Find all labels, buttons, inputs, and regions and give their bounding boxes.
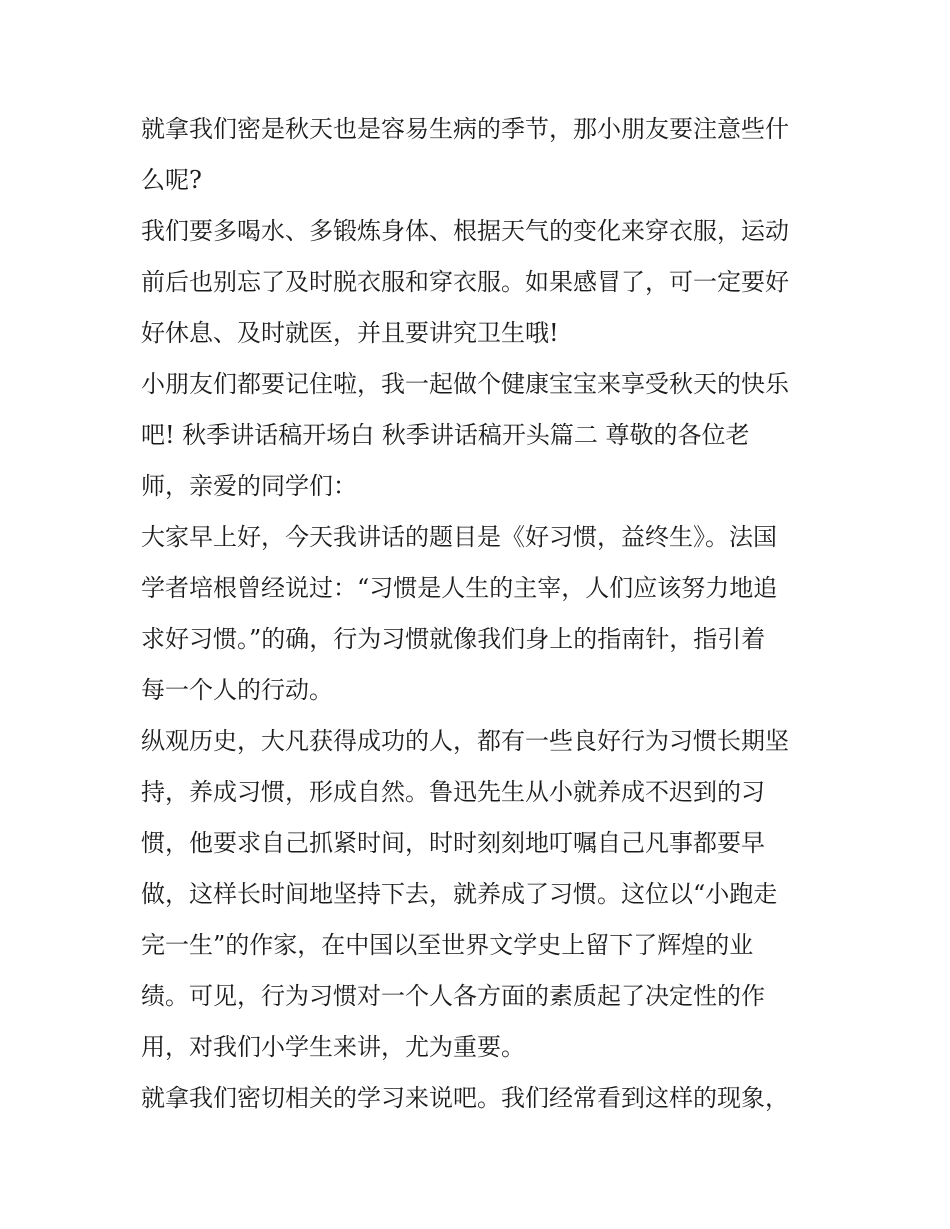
text-line: 学者培根曾经说过：“习惯是人生的主宰，人们应该努力地追	[141, 574, 778, 602]
text-line: 持，养成习惯，形成自然。鲁迅先生从小就养成不迟到的习	[141, 778, 765, 806]
text-line: 就拿我们密切相关的学习来说吧。我们经常看到这样的现象，	[141, 1084, 789, 1112]
text-line: 吧! 秋季讲话稿开场白 秋季讲话稿开头篇二 尊敬的各位老	[141, 421, 750, 449]
text-line: 师，亲爱的同学们：	[141, 472, 357, 500]
text-line: 完一生”的作家，在中国以至世界文学史上留下了辉煌的业	[141, 931, 754, 959]
text-line: 前后也别忘了及时脱衣服和穿衣服。如果感冒了，可一定要好	[141, 268, 789, 296]
text-line: 好休息、及时就医，并且要讲究卫生哦!	[141, 319, 559, 347]
text-line: 纵观历史，大凡获得成功的人，都有一些良好行为习惯长期坚	[141, 727, 789, 755]
text-line: 就拿我们密是秋天也是容易生病的季节，那小朋友要注意些什	[141, 115, 789, 143]
text-line: 么呢?	[141, 166, 202, 194]
text-line: 绩。可见，行为习惯对一个人各方面的素质起了决定性的作	[141, 982, 765, 1010]
text-line: 每一个人的行动。	[141, 676, 333, 704]
body-text	[141, 104, 821, 1124]
text-line: 做，这样长时间地坚持下去，就养成了习惯。这位以“小跑走	[141, 880, 778, 908]
text-line: 用，对我们小学生来讲，尤为重要。	[141, 1033, 525, 1061]
text-line: 大家早上好，今天我讲话的题目是《好习惯，益终生》。法国	[141, 523, 777, 551]
text-line: 我们要多喝水、多锻炼身体、根据天气的变化来穿衣服，运动	[141, 217, 789, 245]
text-line: 惯，他要求自己抓紧时间，时时刻刻地叮嘱自己凡事都要早	[141, 829, 765, 857]
text-line: 求好习惯。”的确，行为习惯就像我们身上的指南针，指引着	[141, 625, 766, 653]
text-line: 小朋友们都要记住啦，我一起做个健康宝宝来享受秋天的快乐	[141, 370, 789, 398]
